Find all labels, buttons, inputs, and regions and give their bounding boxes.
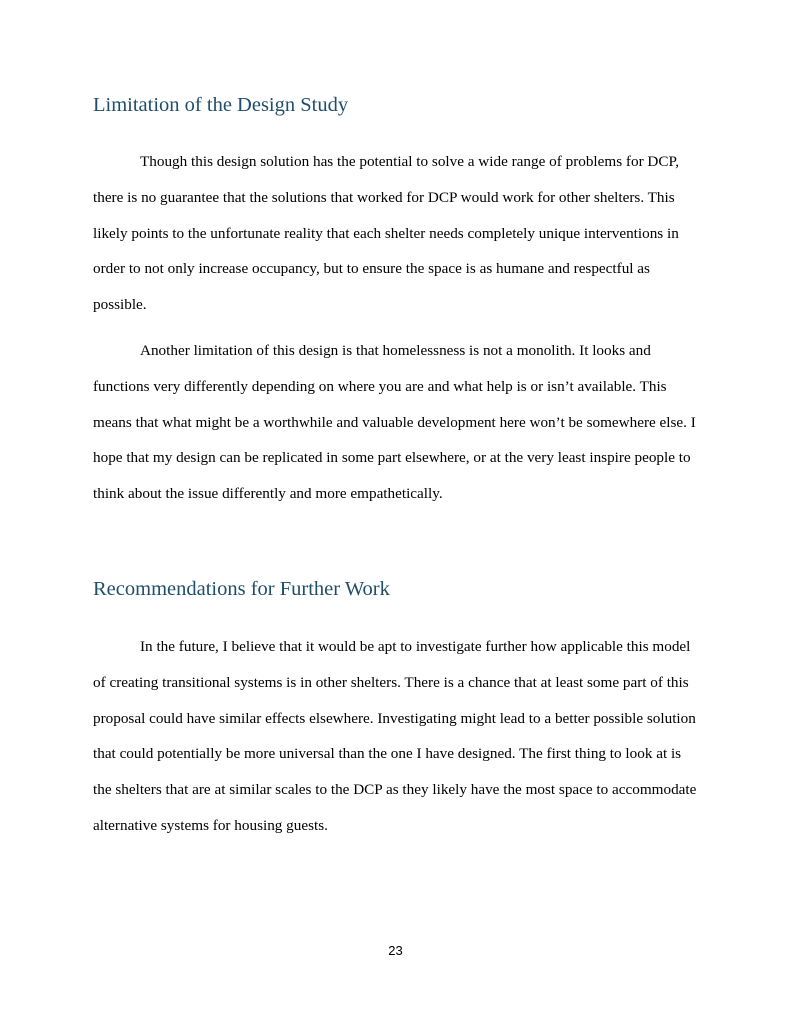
paragraph: Though this design solution has the potential to solve a wide range of problems for DCP, there is no guarantee that the solutions that worked for DCP would work for other shelters. This likely points to the unfortunate reality that each shelter needs completely unique interventions in order to not only increase occupancy, but to ensure the space is as humane and respectful as possible. (93, 153, 680, 314)
section-heading-recommendations: Recommendations for Further Work (93, 578, 390, 600)
paragraph: In the future, I believe that it would be apt to investigate further how applicable this model of creating transitional systems is in other shelters. There is a chance that at least some part of this proposal could have similar effects elsewhere. Investigating might lead to a better possible solution that could potentially be more universal than the one I have designed. The first thing to look at is the shelters that are at similar scales to the DCP as they likely have the most space to accommodate alternative systems for housing guests. (93, 638, 697, 834)
page-number: 23 (388, 943, 403, 958)
section-heading-limitations: Limitation of the Design Study (93, 94, 349, 116)
paragraph: Another limitation of this design is that homelessness is not a monolith. It looks and functions very differently depending on where you are and what help is or isn’t available. This means that what might be a worthwhile and valuable development here won’t be somewhere else. I hope that my design can be replicated in some part elsewhere, or at the very least inspire people to think about the issue differently and more empathetically. (93, 342, 696, 503)
